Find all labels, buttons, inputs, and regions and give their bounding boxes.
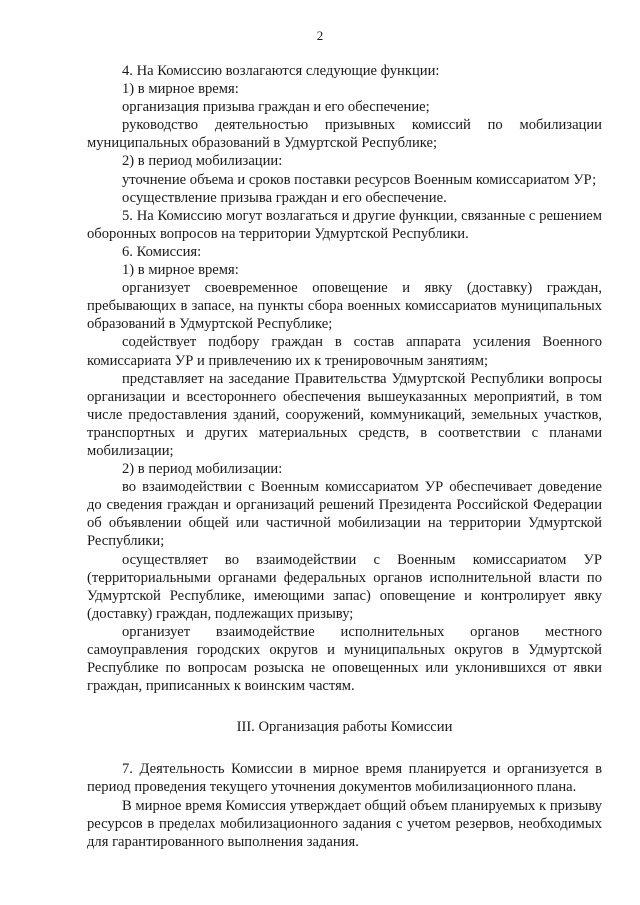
- paragraph-government-submission: представляет на заседание Правительства Удмуртской Республики вопросы организации и всестороннего обеспечения вышеуказанных мероприятий, в том числе предоставления зданий, сооружений, коммуникаций, земельных участков, транспортных и других материальных средств, в соответствии с планами мобилизации;: [87, 370, 602, 459]
- paragraph-notification-control: осуществляет во взаимодействии с Военным комиссариатом УР (территориальными органами федеральных органов исполнительной власти по Удмуртской Республике, имеющими запас) оповещение и контролирует явку (доставку) граждан, подлежащих призыву;: [87, 551, 602, 622]
- paragraph-conscription-execution: осуществление призыва граждан и его обеспечение.: [122, 189, 447, 206]
- paragraph-notification: организует своевременное оповещение и явку (доставку) граждан, пребывающих в запасе, на пункты сбора военных комиссариатов муниципальных образований в Удмуртской Республике;: [87, 280, 602, 333]
- paragraph-resource-approval: В мирное время Комиссия утверждает общий объем планируемых к призыву ресурсов в пределах мобилизационного задания с учетом резервов, необходимых для гарантированного выполнения задания.: [87, 797, 602, 850]
- section-heading: III. Организация работы Комиссии: [236, 719, 453, 736]
- paragraph-mobilization-period: 2) в период мобилизации:: [122, 153, 283, 170]
- paragraph-president-decisions: во взаимодействии с Военным комиссариатом УР обеспечивает доведение до сведения граждан и организаций решений Президента Российской Федерации об объявлении общей или частичной мобилизации на территории Удмуртской Республики;: [87, 479, 602, 550]
- paragraph-mobilization-period-2: 2) в период мобилизации:: [122, 461, 283, 478]
- paragraph-functions-intro: 4. На Комиссию возлагаются следующие функции:: [122, 63, 440, 79]
- paragraph-other-functions: 5. На Комиссию могут возлагаться и другие функции, связанные с решением оборонных вопросов на территории Удмуртской Республики.: [87, 207, 602, 242]
- page-number: 2: [316, 28, 324, 43]
- paragraph-staff-selection: содействует подбору граждан в состав аппарата усиления Военного комиссариата УР и привлечению их к тренировочным занятиям;: [87, 334, 602, 369]
- paragraph-leadership: руководство деятельностью призывных комиссий по мобилизации муниципальных образований в Удмуртской Республике;: [87, 117, 602, 152]
- paragraph-search-coordination: организует взаимодействие исполнительных органов местного самоуправления городских округов и муниципальных округов в Удмуртской Республике по вопросам розыска не оповещенных или уклонившихся от явки граждан, приписанных к воинским частям.: [87, 623, 602, 695]
- paragraph-activity-planning: 7. Деятельность Комиссии в мирное время планируется и организуется в период проведения текущего уточнения документов мобилизационного плана.: [87, 761, 602, 796]
- paragraph-peacetime-2: 1) в мирное время:: [122, 262, 239, 279]
- paragraph-conscription: организация призыва граждан и его обеспечение;: [122, 99, 430, 116]
- document-body: [87, 62, 602, 851]
- paragraph-commission: 6. Комиссия:: [122, 243, 202, 260]
- paragraph-clarification: уточнение объема и сроков поставки ресурсов Военным комиссариатом УР;: [122, 171, 597, 188]
- paragraph-peacetime: 1) в мирное время:: [122, 81, 239, 98]
